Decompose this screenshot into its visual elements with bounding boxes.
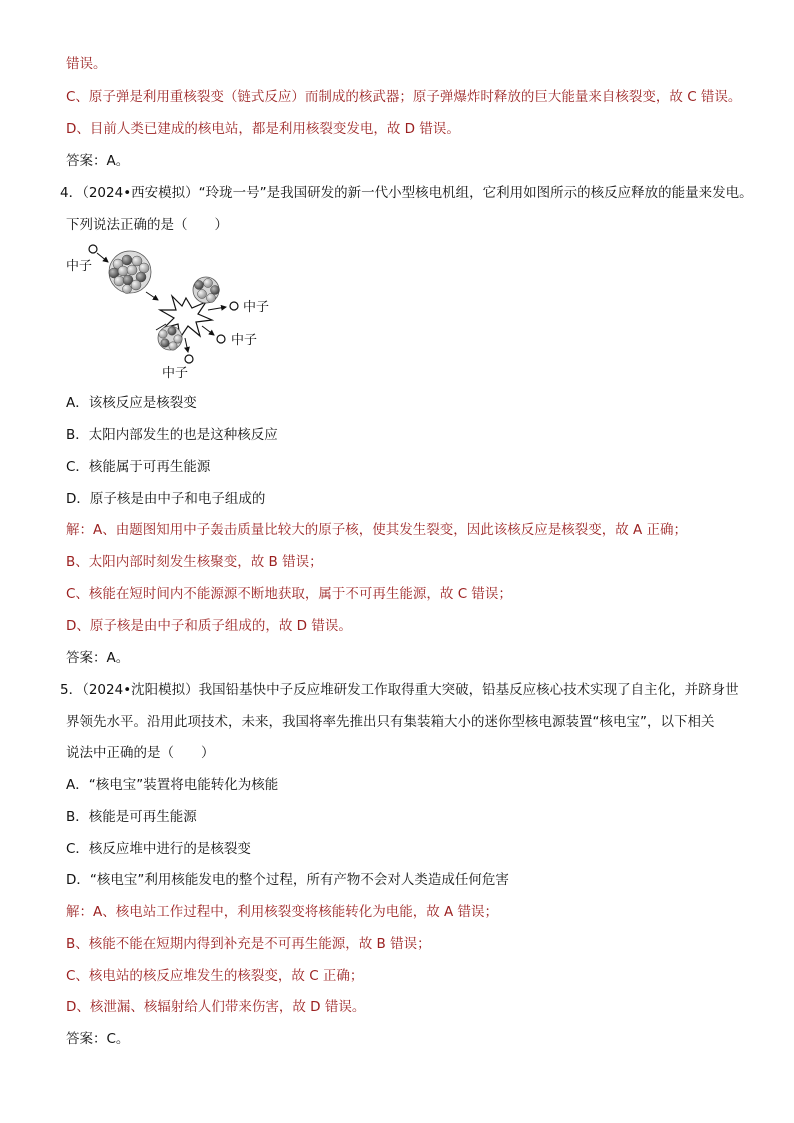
q5-option-a: A．“核电宝”装置将电能转化为核能 [66,777,279,793]
q4-solution-a: 解：A、由题图知用中子轰击质量比较大的原子核，使其发生裂变，因此该核反应是核裂变，故 A 正确； [66,522,688,538]
outgoing-neutron-1 [230,302,238,310]
q4-option-c: C．核能属于可再生能源 [66,459,211,475]
q4-stem-line-1: 4．（2024•西安模拟）“玲珑一号”是我国研发的新一代小型核电机组，它利用如图所示的核反应释放的能量来发电。 [60,185,753,201]
q4-option-a: A．该核反应是核裂变 [66,395,197,411]
q5-solution-d: D、核泄漏、核辐射给人们带来伤害，故 D 错误。 [66,999,366,1015]
q4-answer: 答案：A。 [66,650,130,666]
nuclear-fission-diagram [60,240,290,390]
q5-option-c: C．核反应堆中进行的是核裂变 [66,841,251,857]
outgoing-neutron-3 [185,355,193,363]
q5-answer: 答案：C。 [66,1031,130,1047]
q5-option-d: D．“核电宝”利用核能发电的整个过程，所有产物不会对人类造成任何危害 [66,872,509,888]
q4-stem-line-2: 下列说法正确的是（ ） [66,217,228,233]
q4-option-d: D．原子核是由中子和电子组成的 [66,491,266,507]
prev-solution-line-1: 错误。 [66,56,107,72]
outgoing-neutron-2 [217,335,225,343]
incoming-neutron [89,245,97,253]
large-nucleus [109,251,151,294]
q5-stem-line-1: 5．（2024•沈阳模拟）我国铅基快中子反应堆研发工作取得重大突破，铅基反应核心技术实现了自主化，并跻身世 [60,682,739,698]
fission-fragment-upper [193,277,220,303]
q4-solution-b: B、太阳内部时刻发生核聚变，故 B 错误； [66,554,323,570]
q5-stem-line-2: 界领先水平。沿用此项技术，未来，我国将率先推出只有集装箱大小的迷你型核电源装置“核电宝”，以下相关 [66,714,715,730]
q5-solution-b: B、核能不能在短期内得到补充是不可再生能源，故 B 错误； [66,936,431,952]
prev-answer: 答案：A。 [66,153,130,169]
neutron-label-out-2: 中子 [231,333,258,348]
fission-illustration [60,240,290,390]
q4-option-b: B．太阳内部发生的也是这种核反应 [66,427,278,443]
fission-fragment-lower [158,326,182,350]
prev-solution-line-d: D、目前人类已建成的核电站，都是利用核裂变发电，故 D 错误。 [66,121,460,137]
neutron-label-out-1: 中子 [243,300,270,315]
q5-option-b: B．核能是可再生能源 [66,809,197,825]
q4-solution-d: D、原子核是由中子和质子组成的，故 D 错误。 [66,618,352,634]
neutron-label-in: 中子 [66,259,93,274]
q5-solution-a: 解：A、核电站工作过程中，利用核裂变将核能转化为电能，故 A 错误； [66,904,499,920]
q4-solution-c: C、核能在短时间内不能源源不断地获取，属于不可再生能源，故 C 错误； [66,586,512,602]
neutron-label-out-3: 中子 [162,366,189,381]
prev-solution-line-c: C、原子弹是利用重核裂变（链式反应）而制成的核武器；原子弹爆炸时释放的巨大能量来自核裂变，故 C 错误。 [66,89,742,105]
q5-solution-c: C、核电站的核反应堆发生的核裂变，故 C 正确； [66,968,364,984]
q5-stem-line-3: 说法中正确的是（ ） [66,745,215,761]
